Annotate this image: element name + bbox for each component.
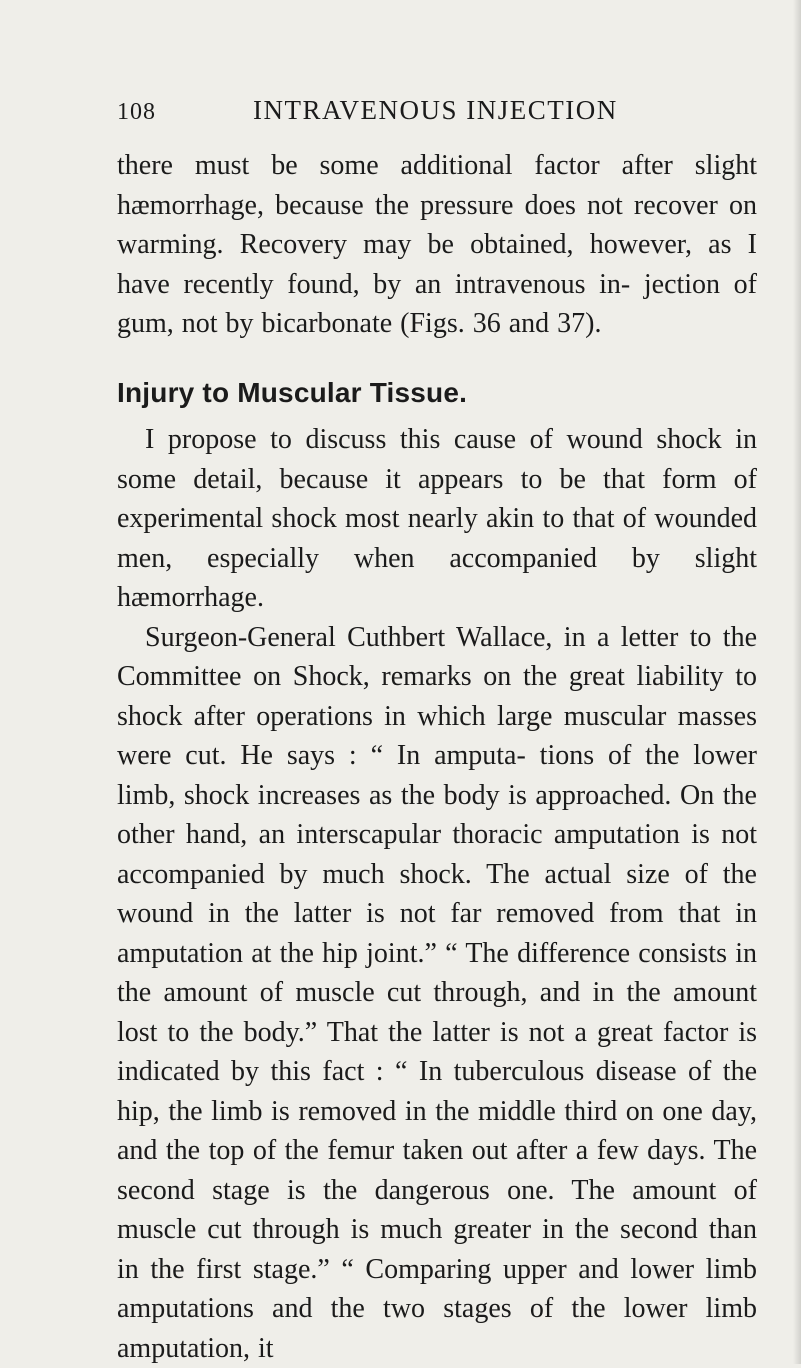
opening-paragraph-block: [117, 146, 757, 344]
section-heading: Injury to Muscular Tissue.: [117, 373, 757, 413]
paragraph: Surgeon-General Cuthbert Wallace, in a letter to the Committee on Shock, remarks on the great liability to shock after operations in which large muscular masses were cut. He says : “ In amputa- tions of the lower limb, shock increases as the body is approached. On the other hand, an interscapular thoracic amputation is not accompanied by much shock. The actual size of the wound in the latter is not far removed from that in amputation at the hip joint.” “ The difference consists in the amount of muscle cut through, and in the amount lost to the body.” That the latter is not a great factor is indicated by this fact : “ In tuberculous disease of the hip, the limb is removed in the middle third on one day, and the top of the femur taken out after a few days. The second stage is the dangerous one. The amount of muscle cut through is much greater in the second than in the first stage.” “ Comparing upper and lower limb amputations and the two stages of the lower limb amputation, it: [117, 618, 757, 1368]
running-title: INTRAVENOUS INJECTION: [253, 90, 618, 130]
section-body: [117, 420, 757, 1368]
paragraph: I propose to discuss this cause of wound shock in some detail, because it appears to be that form of experimental shock most nearly akin to that of wounded men, especially when accompanied by slight hæmorrhage.: [117, 420, 757, 618]
page-number: 108: [117, 92, 253, 132]
running-head: [117, 90, 637, 130]
paragraph: there must be some additional factor after slight hæmorrhage, because the pressure does not recover on warming. Recovery may be obtained, however, as I have recently found, by an intravenous in- jection of gum, not by bicarbonate (Figs. 36 and 37).: [117, 146, 757, 344]
page-edge-shadow: [793, 0, 801, 1364]
